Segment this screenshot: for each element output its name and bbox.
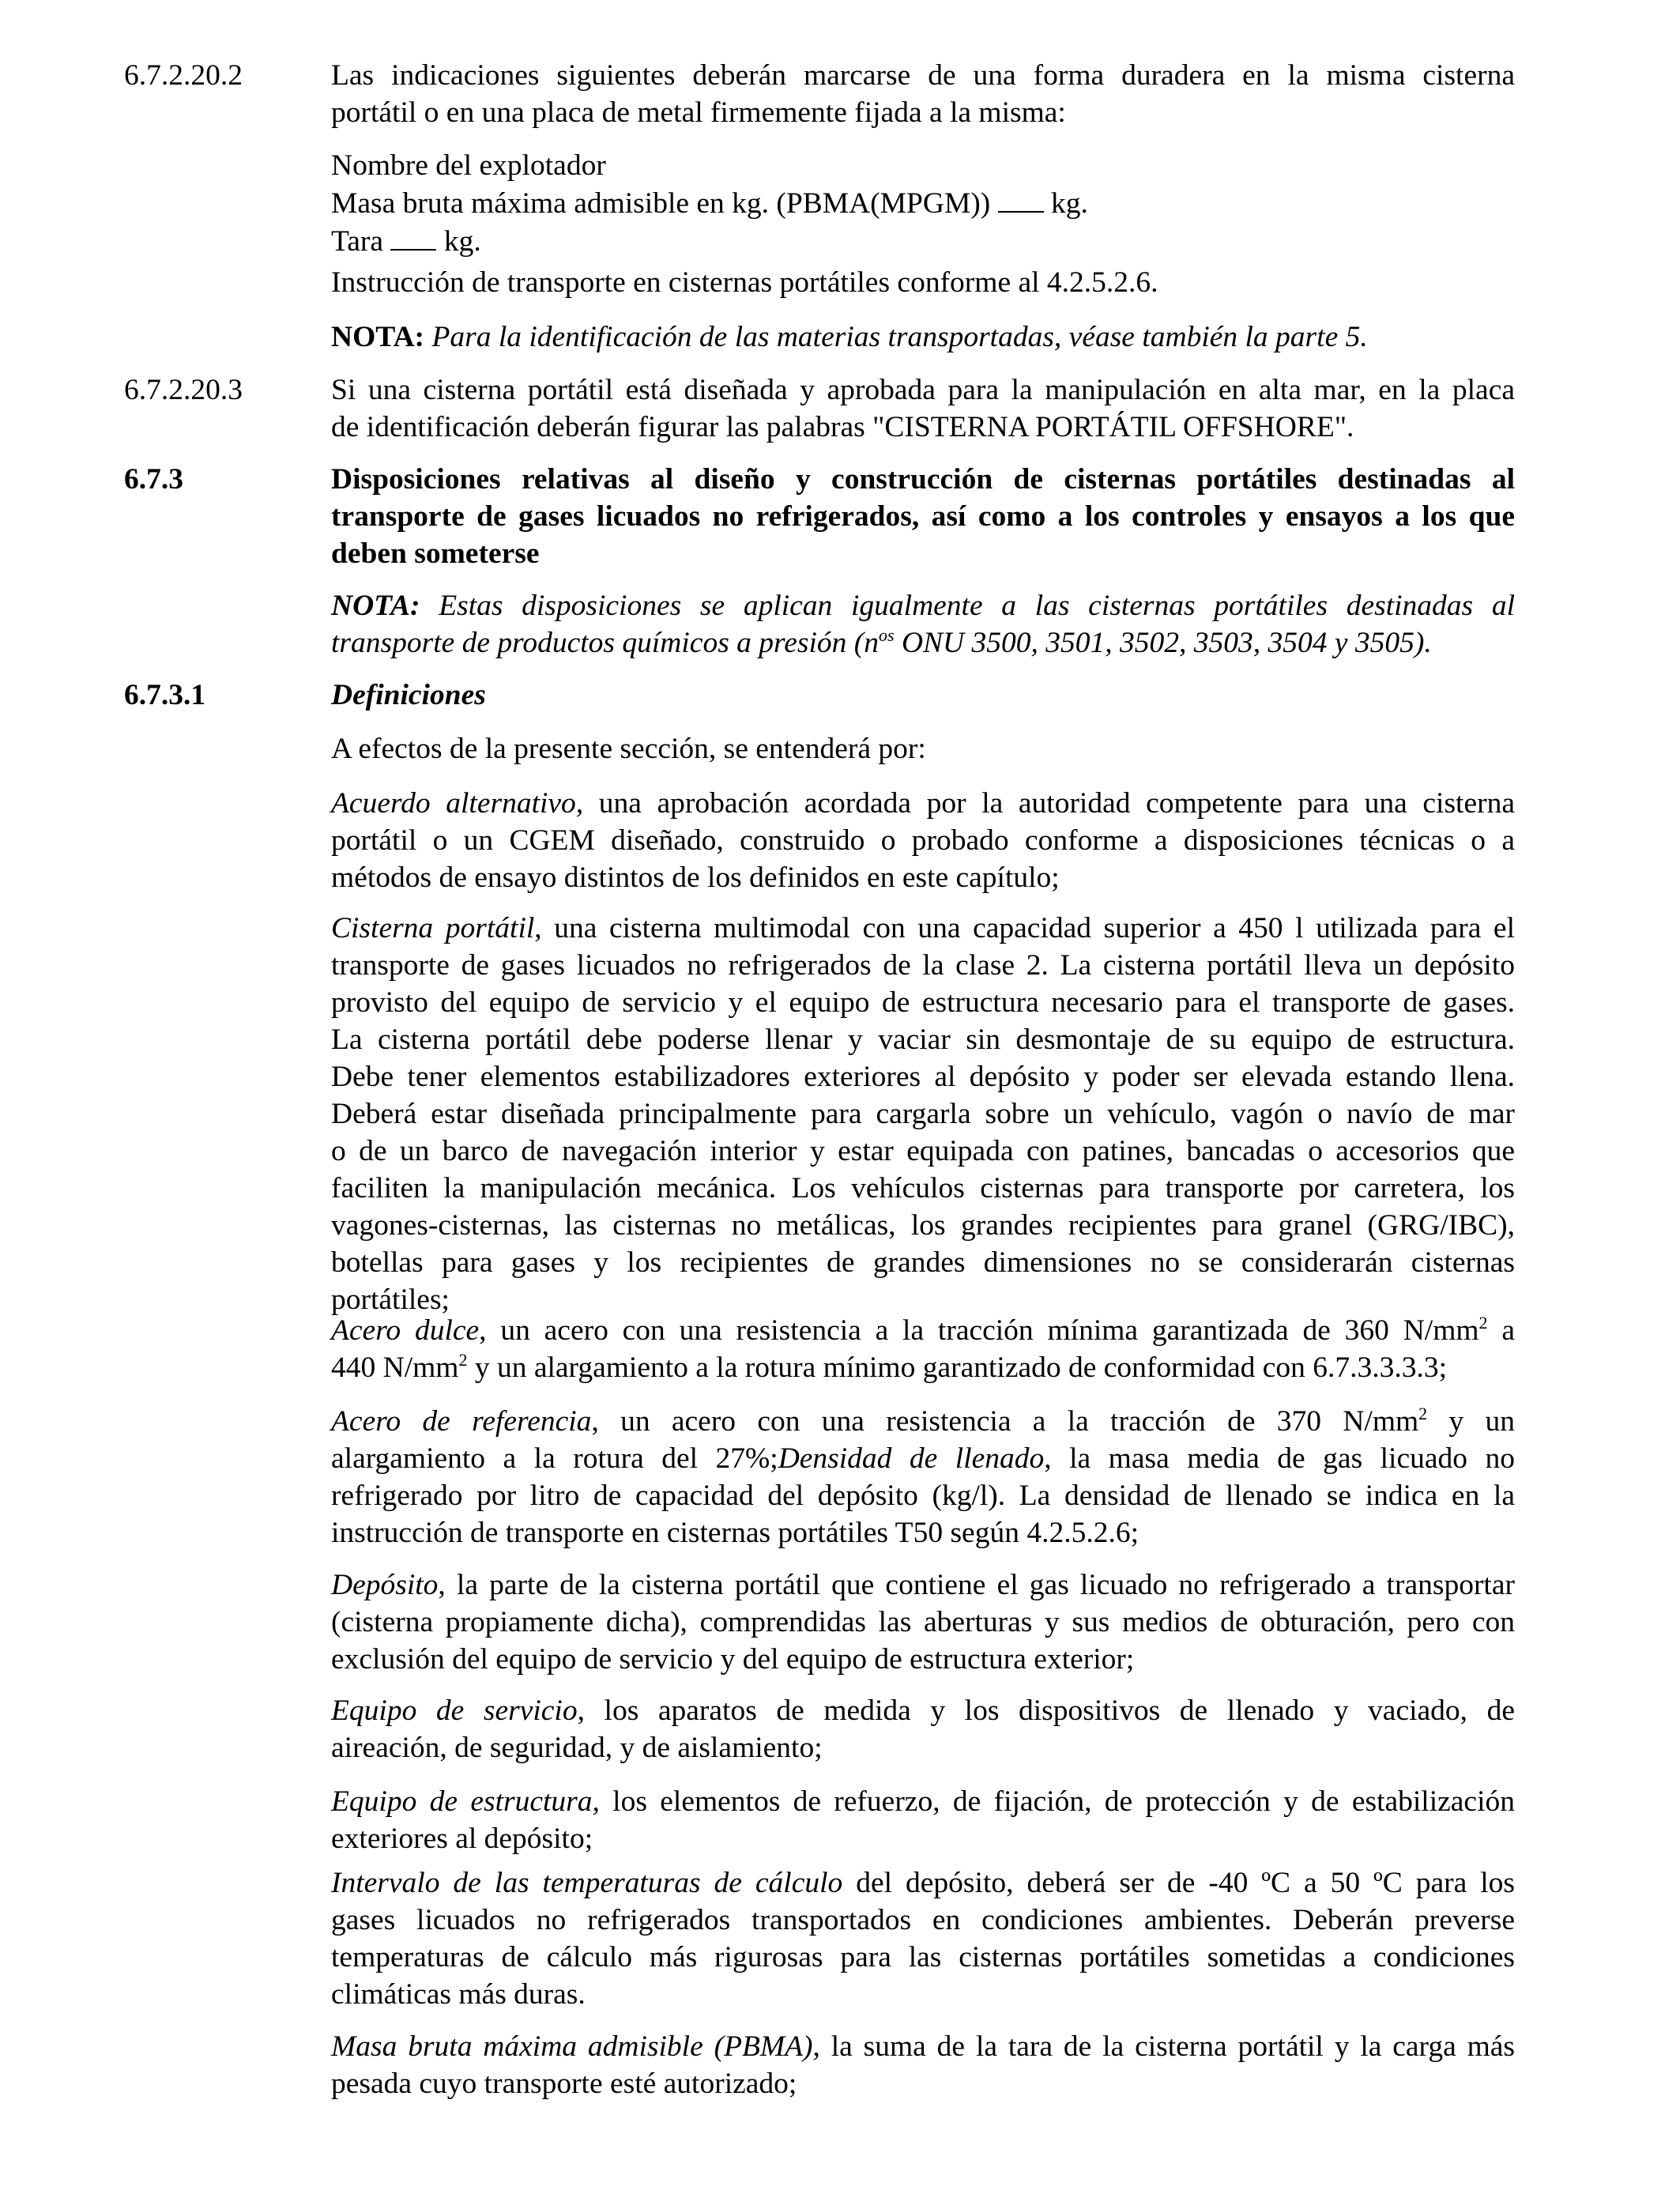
tare-label: Tara kg. <box>331 222 1515 260</box>
text-line: Las indicaciones siguientes deberán marcarse de una forma duradera en la misma cisterna <box>331 59 1515 92</box>
definition-term: Equipo de estructura <box>331 1785 593 1818</box>
text-line: portátil o en una placa de metal firmemente fijada a la misma: <box>331 96 1066 129</box>
text-line: Si una cisterna portátil está diseñada y aprobada para la manipulación en alta mar, en la placa <box>331 374 1515 406</box>
definition-term: Acuerdo alternativo, <box>331 787 584 820</box>
definition-term: Acero dulce <box>331 1314 480 1347</box>
section-number: 6.7.3 <box>124 463 183 496</box>
definition-term: Masa bruta máxima admisible (PBMA) <box>331 2030 813 2063</box>
note-text: Para la identificación de las materias transportadas, véase también la parte 5. <box>431 321 1368 353</box>
note-label: NOTA: <box>331 590 420 622</box>
section-number: 6.7.3.1 <box>124 679 206 711</box>
operator-name-label: Nombre del explotador <box>331 149 606 182</box>
definition-term: Acero de referencia <box>331 1405 592 1438</box>
definition-term: Depósito <box>331 1569 439 1601</box>
section-number: 6.7.2.20.2 <box>124 59 243 92</box>
definition-term: Cisterna portátil <box>331 912 535 944</box>
blank-field <box>998 184 1044 213</box>
note-label: NOTA: <box>331 321 425 353</box>
section-title: Definiciones <box>331 679 486 711</box>
text-line: de identificación deberán figurar las palabras "CISTERNA PORTÁTIL OFFSHORE". <box>331 411 1354 443</box>
mpgm-label: Masa bruta máxima admisible en kg. (PBMA(MPGM)) kg. <box>331 184 1515 222</box>
section-text <box>331 57 1515 131</box>
definition-term: Densidad de llenado <box>778 1442 1045 1475</box>
definition-term: Intervalo de las temperaturas de cálculo <box>331 1867 843 1899</box>
definition-term: Equipo de servicio <box>331 1695 578 1727</box>
blank-field <box>390 222 436 251</box>
section-number: 6.7.2.20.3 <box>124 374 243 406</box>
document-page: 6.7.2.20.2 Las indicaciones siguientes deberán marcarse de una forma duradera en la misma cisterna portátil o en una placa de metal firmemente fijada a la misma: Nombre del explotador Masa bruta máxima admisible en kg. (PBMA(MPGM)) kg. Tara kg. Instrucción de transporte en cisternas portátiles conforme al 4.2.5.2.6. NOTA: Para la identificación de las materias transportadas, véase también la parte 5. 6.7.2.20.3 Si una cisterna portátil está diseñada y aprobada para la manipulación en alta mar, en la placa de identificación deberán figurar las palabras "CISTERNA PORTÁTIL OFFSHORE". 6.7.3 Disposiciones relativas al diseño y construcción de cisternas portátiles destinadas al transporte de gases licuados no refrigerados, así como a los controles y ensayos a los que deben someterse NOTA: Estas disposiciones se aplican igualmente a las cisternas portátiles destinadas al transporte de productos químicos a presión ($n^{os}$ ONU 3500, 3501, 3502, 3503, 3504 y 3505). 6.7.3.1 Definiciones A efectos de la presente sección, se entenderá por: Acuerdo alternativo, una aprobación acordada por la autoridad competente para una cisterna portátil o un CGEM diseñado, construido o probado conforme a disposiciones técnicas o a métodos de ensayo distintos de los definidos en este capítulo; Cisterna portátil, una cisterna multimodal con una capacidad superior a 450 l utilizada para el transporte de gases licuados no refrigerados de la clase 2. La cisterna portátil lleva un depósito provisto del equipo de servicio y el equipo de estructura necesario para el transporte de gases. La cisterna portátil debe poderse llenar y vaciar sin desmontaje de su equipo de estructura. Debe tener elementos estabilizadores exteriores al depósito y poder ser elevada estando llena. Deberá estar diseñada principalmente para cargarla sobre un vehículo, vagón o navío de mar o de un barco de navegación interior y estar equipada con patines, bancadas o accesorios que faciliten la manipulación mecánica. Los vehículos cisternas para transporte por carretera, los vagones-cisternas, las cisternas no metálicas, los grandes recipientes para granel (GRG/IBC), botellas para gases y los recipientes de grandes dimensiones no se considerarán cisternas portátiles; Acero dulce, un acero con una resistencia a la tracción mínima garantizada de 360 $N/mm^2$ a 440 $N/mm^2$ y un alargamiento a la rotura mínimo garantizado de conformidad con 6.7.3.3.3.3; Acero de referencia, un acero con una resistencia a la tracción de 370 $N/mm^2$ y un alargamiento a la rotura del 27%;Densidad de llenado, la masa media de gas licuado no refrigerado por litro de capacidad del depósito (kg/l). La densidad de llenado se indica en la instrucción de transporte en cisternas portátiles T50 según 4.2.5.2.6; Depósito, la parte de la cisterna portátil que contiene el gas licuado no refrigerado a transportar (cisterna propiamente dicha), comprendidas las aberturas y sus medios de obturación, pero con exclusión del equipo de servicio y del equipo de estructura exterior; Equipo de servicio, los aparatos de medida y los dispositivos de llenado y vaciado, de aireación, de seguridad, y de aislamiento; Equipo de estructura, los elementos de refuerzo, de fijación, de protección y de estabilización exteriores al depósito; Intervalo de las temperaturas de cálculo del depósito, deberá ser de -40 ºC a 50 ºC para los gases licuados no refrigerados transportados en condiciones ambientes. Deberán preverse temperaturas de cálculo más rigurosas para las cisternas portátiles sometidas a condiciones climáticas más duras. Masa bruta máxima admisible (PBMA), la suma de la tara de la cisterna portátil y la carga más pesada cuyo transporte esté autorizado; <box>0 0 1680 2194</box>
section-title: Disposiciones relativas al diseño y construcción de cisternas portátiles destinadas al transporte de gases licuados no refrigerados, así como a los controles y ensayos a los que deben someterse <box>331 463 1515 570</box>
